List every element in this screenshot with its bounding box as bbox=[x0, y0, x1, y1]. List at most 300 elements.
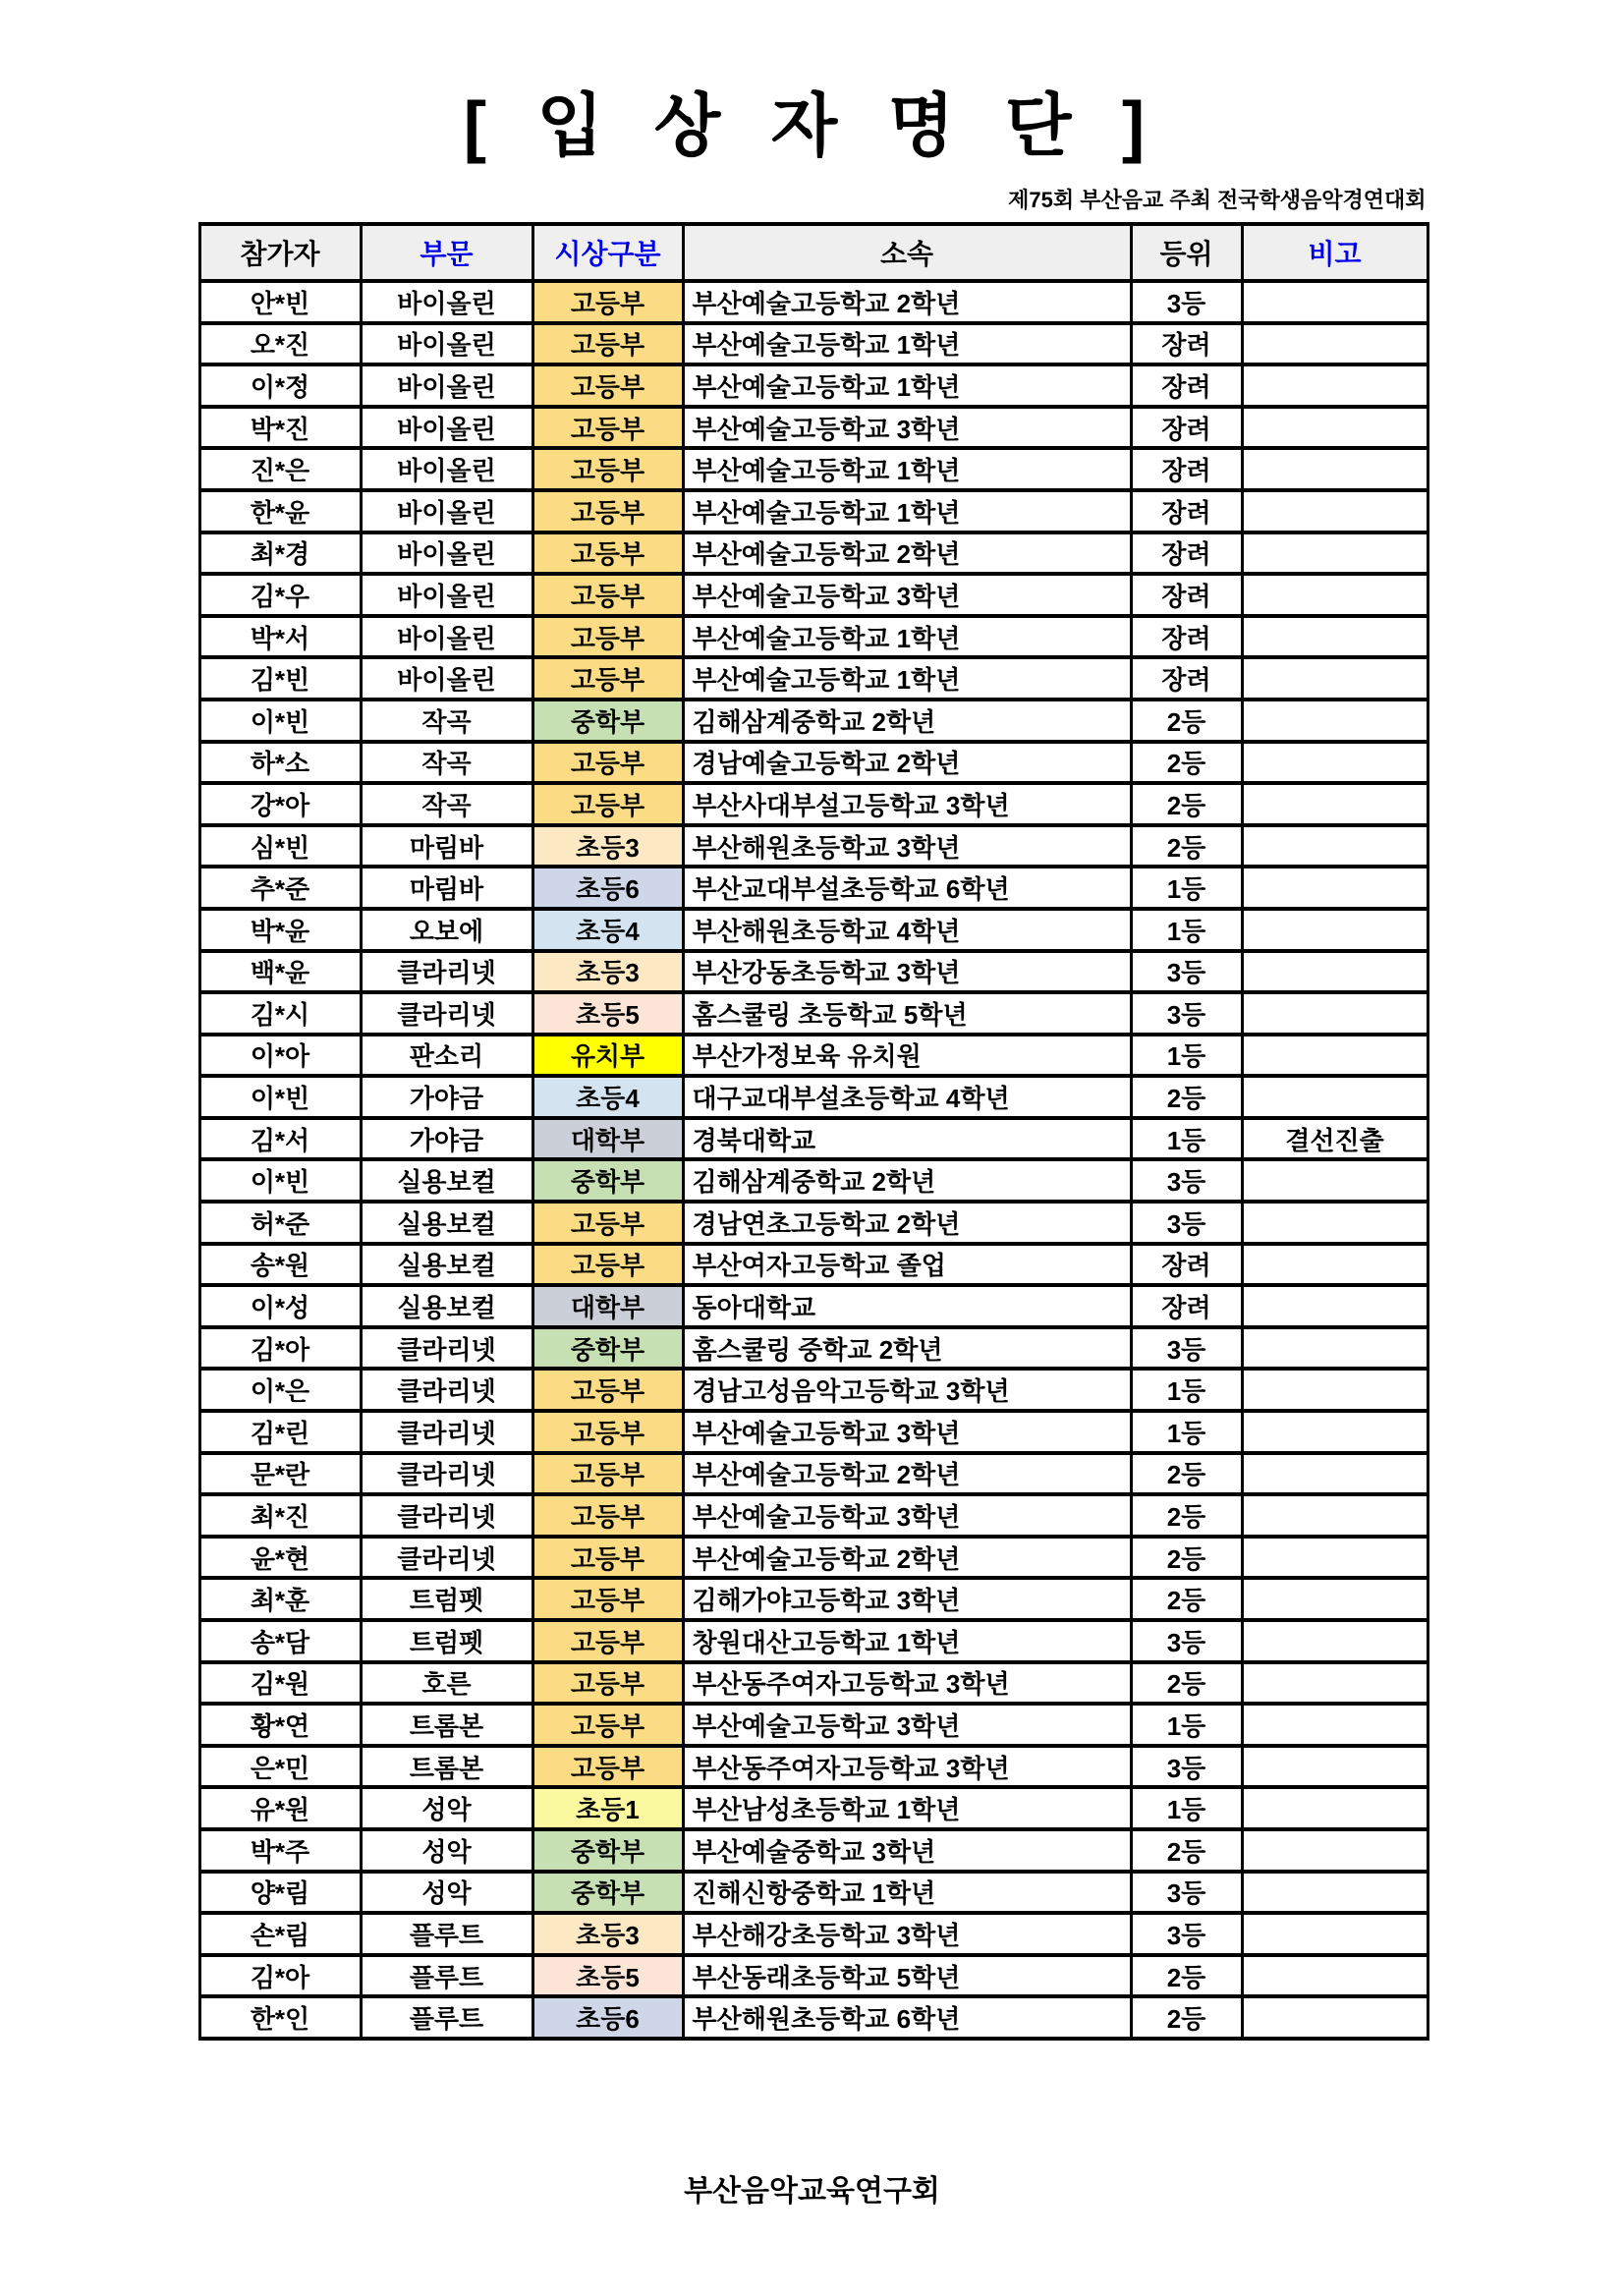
cell-note bbox=[1242, 574, 1428, 616]
cell-rank: 1등 bbox=[1131, 909, 1242, 951]
cell-division: 고등부 bbox=[532, 1662, 683, 1705]
cell-rank: 2등 bbox=[1131, 1829, 1242, 1872]
cell-participant: 문*란 bbox=[199, 1453, 361, 1495]
cell-participant: 이*빈 bbox=[199, 1076, 361, 1118]
cell-affiliation: 경남예술고등학교 2학년 bbox=[683, 742, 1131, 784]
cell-affiliation: 부산남성초등학교 1학년 bbox=[683, 1787, 1131, 1829]
cell-rank: 1등 bbox=[1131, 1787, 1242, 1829]
cell-affiliation: 부산여자고등학교 졸업 bbox=[683, 1244, 1131, 1286]
cell-category: 실용보컬 bbox=[361, 1285, 532, 1327]
cell-note bbox=[1242, 1244, 1428, 1286]
cell-participant: 이*정 bbox=[199, 364, 361, 407]
cell-affiliation: 부산예술고등학교 2학년 bbox=[683, 1537, 1131, 1579]
table-row bbox=[199, 1494, 1428, 1537]
cell-participant: 송*담 bbox=[199, 1620, 361, 1662]
cell-category: 클라리넷 bbox=[361, 951, 532, 993]
cell-category: 바이올린 bbox=[361, 532, 532, 575]
cell-rank: 장려 bbox=[1131, 532, 1242, 575]
cell-rank: 2등 bbox=[1131, 1494, 1242, 1537]
table-row bbox=[199, 1829, 1428, 1872]
cell-note bbox=[1242, 1035, 1428, 1077]
cell-participant: 최*훈 bbox=[199, 1578, 361, 1620]
cell-affiliation: 부산예술고등학교 3학년 bbox=[683, 574, 1131, 616]
cell-division: 고등부 bbox=[532, 1202, 683, 1244]
cell-note bbox=[1242, 1076, 1428, 1118]
cell-affiliation: 동아대학교 bbox=[683, 1285, 1131, 1327]
cell-category: 트럼펫 bbox=[361, 1620, 532, 1662]
cell-division: 고등부 bbox=[532, 1369, 683, 1411]
cell-category: 판소리 bbox=[361, 1035, 532, 1077]
cell-note bbox=[1242, 1704, 1428, 1746]
cell-rank: 1등 bbox=[1131, 867, 1242, 909]
cell-affiliation: 부산해원초등학교 3학년 bbox=[683, 825, 1131, 868]
cell-division: 고등부 bbox=[532, 407, 683, 449]
cell-category: 트롬본 bbox=[361, 1746, 532, 1788]
cell-rank: 3등 bbox=[1131, 1746, 1242, 1788]
results-table-body bbox=[199, 281, 1428, 2039]
cell-division: 고등부 bbox=[532, 574, 683, 616]
cell-category: 트롬본 bbox=[361, 1704, 532, 1746]
table-row bbox=[199, 1244, 1428, 1286]
cell-category: 작곡 bbox=[361, 700, 532, 742]
cell-note bbox=[1242, 1955, 1428, 1997]
table-row bbox=[199, 1202, 1428, 1244]
cell-category: 플루트 bbox=[361, 1996, 532, 2039]
table-row bbox=[199, 448, 1428, 490]
cell-participant: 손*림 bbox=[199, 1913, 361, 1955]
cell-category: 클라리넷 bbox=[361, 1453, 532, 1495]
cell-affiliation: 부산예술고등학교 3학년 bbox=[683, 1494, 1131, 1537]
cell-participant: 오*진 bbox=[199, 323, 361, 365]
cell-division: 초등3 bbox=[532, 825, 683, 868]
cell-participant: 윤*현 bbox=[199, 1537, 361, 1579]
cell-rank: 장려 bbox=[1131, 574, 1242, 616]
cell-division: 고등부 bbox=[532, 1494, 683, 1537]
cell-division: 초등6 bbox=[532, 1996, 683, 2039]
cell-note bbox=[1242, 951, 1428, 993]
cell-rank: 2등 bbox=[1131, 700, 1242, 742]
cell-note bbox=[1242, 407, 1428, 449]
cell-affiliation: 부산예술고등학교 3학년 bbox=[683, 1411, 1131, 1453]
winners-table bbox=[198, 222, 1429, 2041]
table-row bbox=[199, 1035, 1428, 1077]
cell-affiliation: 부산해원초등학교 6학년 bbox=[683, 1996, 1131, 2039]
cell-affiliation: 부산사대부설고등학교 3학년 bbox=[683, 783, 1131, 825]
cell-affiliation: 부산예술고등학교 1학년 bbox=[683, 657, 1131, 700]
cell-participant: 김*서 bbox=[199, 1118, 361, 1160]
cell-division: 고등부 bbox=[532, 783, 683, 825]
cell-division: 대학부 bbox=[532, 1118, 683, 1160]
cell-affiliation: 부산예술고등학교 1학년 bbox=[683, 490, 1131, 532]
cell-affiliation: 홈스쿨링 초등학교 5학년 bbox=[683, 992, 1131, 1035]
cell-category: 바이올린 bbox=[361, 281, 532, 323]
cell-participant: 이*빈 bbox=[199, 700, 361, 742]
cell-note bbox=[1242, 1202, 1428, 1244]
cell-division: 초등1 bbox=[532, 1787, 683, 1829]
cell-affiliation: 홈스쿨링 중학교 2학년 bbox=[683, 1327, 1131, 1370]
cell-rank: 장려 bbox=[1131, 448, 1242, 490]
cell-note bbox=[1242, 1913, 1428, 1955]
competition-subtitle: 제75회 부산음교 주최 전국학생음악경연대회 bbox=[1008, 188, 1427, 212]
cell-division: 고등부 bbox=[532, 1578, 683, 1620]
cell-note bbox=[1242, 1996, 1428, 2039]
table-row bbox=[199, 992, 1428, 1035]
cell-participant: 백*윤 bbox=[199, 951, 361, 993]
cell-category: 실용보컬 bbox=[361, 1159, 532, 1202]
cell-division: 초등6 bbox=[532, 867, 683, 909]
table-row bbox=[199, 1411, 1428, 1453]
cell-participant: 박*윤 bbox=[199, 909, 361, 951]
cell-category: 바이올린 bbox=[361, 490, 532, 532]
cell-rank: 장려 bbox=[1131, 616, 1242, 658]
cell-note bbox=[1242, 1578, 1428, 1620]
cell-division: 고등부 bbox=[532, 742, 683, 784]
cell-division: 초등4 bbox=[532, 1076, 683, 1118]
cell-rank: 1등 bbox=[1131, 1369, 1242, 1411]
table-row bbox=[199, 490, 1428, 532]
cell-affiliation: 진해신항중학교 1학년 bbox=[683, 1872, 1131, 1914]
cell-division: 고등부 bbox=[532, 1537, 683, 1579]
cell-note bbox=[1242, 1285, 1428, 1327]
cell-participant: 최*경 bbox=[199, 532, 361, 575]
cell-rank: 장려 bbox=[1131, 657, 1242, 700]
table-row bbox=[199, 1076, 1428, 1118]
cell-participant: 이*아 bbox=[199, 1035, 361, 1077]
cell-note bbox=[1242, 1537, 1428, 1579]
table-row bbox=[199, 1537, 1428, 1579]
cell-division: 고등부 bbox=[532, 490, 683, 532]
cell-participant: 심*빈 bbox=[199, 825, 361, 868]
table-row bbox=[199, 1704, 1428, 1746]
cell-participant: 은*민 bbox=[199, 1746, 361, 1788]
cell-participant: 송*원 bbox=[199, 1244, 361, 1286]
column-header-2: 시상구분 bbox=[532, 224, 683, 281]
cell-note bbox=[1242, 1620, 1428, 1662]
cell-note bbox=[1242, 783, 1428, 825]
cell-category: 성악 bbox=[361, 1872, 532, 1914]
cell-note bbox=[1242, 532, 1428, 575]
table-row bbox=[199, 364, 1428, 407]
table-row bbox=[199, 1872, 1428, 1914]
cell-category: 마림바 bbox=[361, 825, 532, 868]
cell-division: 유치부 bbox=[532, 1035, 683, 1077]
cell-affiliation: 경남연초고등학교 2학년 bbox=[683, 1202, 1131, 1244]
cell-affiliation: 부산예술고등학교 1학년 bbox=[683, 364, 1131, 407]
cell-category: 실용보컬 bbox=[361, 1202, 532, 1244]
cell-category: 클라리넷 bbox=[361, 1327, 532, 1370]
cell-rank: 3등 bbox=[1131, 1872, 1242, 1914]
cell-participant: 하*소 bbox=[199, 742, 361, 784]
results-table-head-row bbox=[199, 224, 1428, 281]
cell-division: 고등부 bbox=[532, 657, 683, 700]
cell-rank: 2등 bbox=[1131, 1996, 1242, 2039]
cell-rank: 2등 bbox=[1131, 1453, 1242, 1495]
cell-affiliation: 부산예술고등학교 1학년 bbox=[683, 323, 1131, 365]
cell-participant: 안*빈 bbox=[199, 281, 361, 323]
cell-participant: 이*빈 bbox=[199, 1159, 361, 1202]
cell-rank: 3등 bbox=[1131, 1202, 1242, 1244]
cell-affiliation: 김해삼계중학교 2학년 bbox=[683, 1159, 1131, 1202]
table-row bbox=[199, 1620, 1428, 1662]
cell-category: 작곡 bbox=[361, 742, 532, 784]
cell-category: 성악 bbox=[361, 1829, 532, 1872]
cell-category: 바이올린 bbox=[361, 448, 532, 490]
cell-rank: 3등 bbox=[1131, 1913, 1242, 1955]
cell-category: 바이올린 bbox=[361, 574, 532, 616]
column-header-5: 비고 bbox=[1242, 224, 1428, 281]
table-row bbox=[199, 700, 1428, 742]
cell-category: 바이올린 bbox=[361, 616, 532, 658]
cell-division: 고등부 bbox=[532, 1244, 683, 1286]
cell-division: 대학부 bbox=[532, 1285, 683, 1327]
cell-affiliation: 부산예술고등학교 1학년 bbox=[683, 448, 1131, 490]
cell-participant: 이*성 bbox=[199, 1285, 361, 1327]
cell-rank: 장려 bbox=[1131, 323, 1242, 365]
cell-note bbox=[1242, 825, 1428, 868]
cell-rank: 2등 bbox=[1131, 1955, 1242, 1997]
cell-division: 고등부 bbox=[532, 1620, 683, 1662]
table-row bbox=[199, 1913, 1428, 1955]
cell-note bbox=[1242, 281, 1428, 323]
cell-category: 오보에 bbox=[361, 909, 532, 951]
table-row bbox=[199, 1955, 1428, 1997]
cell-rank: 3등 bbox=[1131, 1327, 1242, 1370]
cell-participant: 박*진 bbox=[199, 407, 361, 449]
cell-rank: 장려 bbox=[1131, 1285, 1242, 1327]
cell-division: 초등5 bbox=[532, 1955, 683, 1997]
table-row bbox=[199, 742, 1428, 784]
cell-note bbox=[1242, 616, 1428, 658]
page-title: [ 입 상 자 명 단 ] bbox=[463, 87, 1161, 164]
table-row bbox=[199, 574, 1428, 616]
cell-division: 고등부 bbox=[532, 448, 683, 490]
cell-participant: 추*준 bbox=[199, 867, 361, 909]
cell-rank: 2등 bbox=[1131, 1076, 1242, 1118]
cell-affiliation: 부산동주여자고등학교 3학년 bbox=[683, 1662, 1131, 1705]
cell-participant: 최*진 bbox=[199, 1494, 361, 1537]
cell-rank: 2등 bbox=[1131, 825, 1242, 868]
cell-rank: 1등 bbox=[1131, 1118, 1242, 1160]
table-row bbox=[199, 909, 1428, 951]
table-row bbox=[199, 1996, 1428, 2039]
cell-affiliation: 경북대학교 bbox=[683, 1118, 1131, 1160]
table-row bbox=[199, 616, 1428, 658]
cell-division: 고등부 bbox=[532, 1453, 683, 1495]
column-header-4: 등위 bbox=[1131, 224, 1242, 281]
cell-division: 초등5 bbox=[532, 992, 683, 1035]
cell-category: 클라리넷 bbox=[361, 1369, 532, 1411]
cell-rank: 1등 bbox=[1131, 1704, 1242, 1746]
cell-category: 호른 bbox=[361, 1662, 532, 1705]
cell-rank: 2등 bbox=[1131, 742, 1242, 784]
table-row bbox=[199, 1327, 1428, 1370]
cell-participant: 한*윤 bbox=[199, 490, 361, 532]
cell-affiliation: 부산예술중학교 3학년 bbox=[683, 1829, 1131, 1872]
cell-note bbox=[1242, 1494, 1428, 1537]
cell-rank: 1등 bbox=[1131, 1035, 1242, 1077]
cell-category: 가야금 bbox=[361, 1076, 532, 1118]
cell-participant: 한*인 bbox=[199, 1996, 361, 2039]
cell-affiliation: 부산예술고등학교 2학년 bbox=[683, 1453, 1131, 1495]
cell-category: 바이올린 bbox=[361, 407, 532, 449]
column-header-1: 부문 bbox=[361, 224, 532, 281]
cell-note bbox=[1242, 1746, 1428, 1788]
cell-participant: 김*빈 bbox=[199, 657, 361, 700]
cell-division: 초등3 bbox=[532, 1913, 683, 1955]
organization-footer: 부산음악교육연구회 bbox=[684, 2174, 940, 2208]
cell-category: 클라리넷 bbox=[361, 1494, 532, 1537]
cell-note bbox=[1242, 1787, 1428, 1829]
cell-participant: 이*은 bbox=[199, 1369, 361, 1411]
table-row bbox=[199, 1578, 1428, 1620]
cell-participant: 황*연 bbox=[199, 1704, 361, 1746]
cell-rank: 2등 bbox=[1131, 1662, 1242, 1705]
cell-division: 초등4 bbox=[532, 909, 683, 951]
cell-division: 중학부 bbox=[532, 1829, 683, 1872]
cell-division: 중학부 bbox=[532, 1159, 683, 1202]
table-row bbox=[199, 1118, 1428, 1160]
cell-participant: 김*린 bbox=[199, 1411, 361, 1453]
table-row bbox=[199, 867, 1428, 909]
cell-division: 고등부 bbox=[532, 1704, 683, 1746]
cell-affiliation: 창원대산고등학교 1학년 bbox=[683, 1620, 1131, 1662]
table-row bbox=[199, 825, 1428, 868]
cell-affiliation: 부산동래초등학교 5학년 bbox=[683, 1955, 1131, 1997]
cell-affiliation: 대구교대부설초등학교 4학년 bbox=[683, 1076, 1131, 1118]
cell-category: 작곡 bbox=[361, 783, 532, 825]
table-row bbox=[199, 1662, 1428, 1705]
cell-note bbox=[1242, 364, 1428, 407]
cell-participant: 김*아 bbox=[199, 1327, 361, 1370]
table-row bbox=[199, 783, 1428, 825]
cell-category: 성악 bbox=[361, 1787, 532, 1829]
cell-affiliation: 부산예술고등학교 2학년 bbox=[683, 281, 1131, 323]
cell-rank: 1등 bbox=[1131, 1411, 1242, 1453]
cell-participant: 유*원 bbox=[199, 1787, 361, 1829]
cell-affiliation: 부산강동초등학교 3학년 bbox=[683, 951, 1131, 993]
cell-category: 바이올린 bbox=[361, 364, 532, 407]
cell-division: 초등3 bbox=[532, 951, 683, 993]
cell-participant: 김*시 bbox=[199, 992, 361, 1035]
cell-note bbox=[1242, 742, 1428, 784]
cell-participant: 김*원 bbox=[199, 1662, 361, 1705]
cell-category: 실용보컬 bbox=[361, 1244, 532, 1286]
cell-category: 바이올린 bbox=[361, 323, 532, 365]
cell-participant: 김*우 bbox=[199, 574, 361, 616]
cell-note bbox=[1242, 1369, 1428, 1411]
table-row bbox=[199, 1746, 1428, 1788]
cell-affiliation: 부산해강초등학교 3학년 bbox=[683, 1913, 1131, 1955]
cell-category: 마림바 bbox=[361, 867, 532, 909]
cell-note bbox=[1242, 909, 1428, 951]
cell-note bbox=[1242, 1453, 1428, 1495]
cell-rank: 3등 bbox=[1131, 281, 1242, 323]
cell-rank: 3등 bbox=[1131, 992, 1242, 1035]
table-row bbox=[199, 657, 1428, 700]
cell-rank: 장려 bbox=[1131, 1244, 1242, 1286]
cell-division: 고등부 bbox=[532, 1746, 683, 1788]
cell-participant: 박*서 bbox=[199, 616, 361, 658]
cell-category: 플루트 bbox=[361, 1955, 532, 1997]
cell-affiliation: 부산동주여자고등학교 3학년 bbox=[683, 1746, 1131, 1788]
cell-affiliation: 부산교대부설초등학교 6학년 bbox=[683, 867, 1131, 909]
cell-rank: 2등 bbox=[1131, 1537, 1242, 1579]
table-row bbox=[199, 407, 1428, 449]
cell-affiliation: 부산예술고등학교 1학년 bbox=[683, 616, 1131, 658]
cell-affiliation: 부산예술고등학교 2학년 bbox=[683, 532, 1131, 575]
table-row bbox=[199, 281, 1428, 323]
cell-division: 고등부 bbox=[532, 616, 683, 658]
cell-note bbox=[1242, 1159, 1428, 1202]
cell-note bbox=[1242, 323, 1428, 365]
cell-rank: 2등 bbox=[1131, 783, 1242, 825]
cell-division: 고등부 bbox=[532, 323, 683, 365]
cell-participant: 양*림 bbox=[199, 1872, 361, 1914]
cell-note bbox=[1242, 1829, 1428, 1872]
table-row bbox=[199, 532, 1428, 575]
cell-division: 고등부 bbox=[532, 532, 683, 575]
cell-division: 고등부 bbox=[532, 364, 683, 407]
cell-participant: 강*아 bbox=[199, 783, 361, 825]
cell-rank: 장려 bbox=[1131, 490, 1242, 532]
cell-note bbox=[1242, 1327, 1428, 1370]
cell-rank: 2등 bbox=[1131, 1578, 1242, 1620]
cell-category: 플루트 bbox=[361, 1913, 532, 1955]
cell-category: 클라리넷 bbox=[361, 992, 532, 1035]
table-row bbox=[199, 323, 1428, 365]
content-column bbox=[198, 184, 1427, 2041]
column-header-0: 참가자 bbox=[199, 224, 361, 281]
cell-rank: 3등 bbox=[1131, 1620, 1242, 1662]
cell-note bbox=[1242, 490, 1428, 532]
cell-affiliation: 부산예술고등학교 3학년 bbox=[683, 1704, 1131, 1746]
cell-division: 고등부 bbox=[532, 1411, 683, 1453]
cell-rank: 장려 bbox=[1131, 407, 1242, 449]
cell-division: 중학부 bbox=[532, 700, 683, 742]
table-row bbox=[199, 1787, 1428, 1829]
cell-note bbox=[1242, 700, 1428, 742]
cell-affiliation: 부산해원초등학교 4학년 bbox=[683, 909, 1131, 951]
cell-category: 클라리넷 bbox=[361, 1537, 532, 1579]
cell-note bbox=[1242, 1411, 1428, 1453]
cell-note bbox=[1242, 992, 1428, 1035]
cell-participant: 박*주 bbox=[199, 1829, 361, 1872]
cell-category: 가야금 bbox=[361, 1118, 532, 1160]
cell-rank: 3등 bbox=[1131, 1159, 1242, 1202]
cell-affiliation: 부산예술고등학교 3학년 bbox=[683, 407, 1131, 449]
cell-note bbox=[1242, 1662, 1428, 1705]
cell-participant: 진*은 bbox=[199, 448, 361, 490]
cell-affiliation: 김해삼계중학교 2학년 bbox=[683, 700, 1131, 742]
cell-affiliation: 경남고성음악고등학교 3학년 bbox=[683, 1369, 1131, 1411]
table-row bbox=[199, 951, 1428, 993]
cell-rank: 장려 bbox=[1131, 364, 1242, 407]
cell-participant: 허*준 bbox=[199, 1202, 361, 1244]
cell-affiliation: 김해가야고등학교 3학년 bbox=[683, 1578, 1131, 1620]
cell-affiliation: 부산가정보육 유치원 bbox=[683, 1035, 1131, 1077]
cell-rank: 3등 bbox=[1131, 951, 1242, 993]
cell-category: 바이올린 bbox=[361, 657, 532, 700]
table-row bbox=[199, 1159, 1428, 1202]
cell-division: 중학부 bbox=[532, 1327, 683, 1370]
table-row bbox=[199, 1369, 1428, 1411]
cell-note: 결선진출 bbox=[1242, 1118, 1428, 1160]
table-row bbox=[199, 1453, 1428, 1495]
cell-note bbox=[1242, 1872, 1428, 1914]
cell-division: 고등부 bbox=[532, 281, 683, 323]
cell-note bbox=[1242, 657, 1428, 700]
column-header-3: 소속 bbox=[683, 224, 1131, 281]
